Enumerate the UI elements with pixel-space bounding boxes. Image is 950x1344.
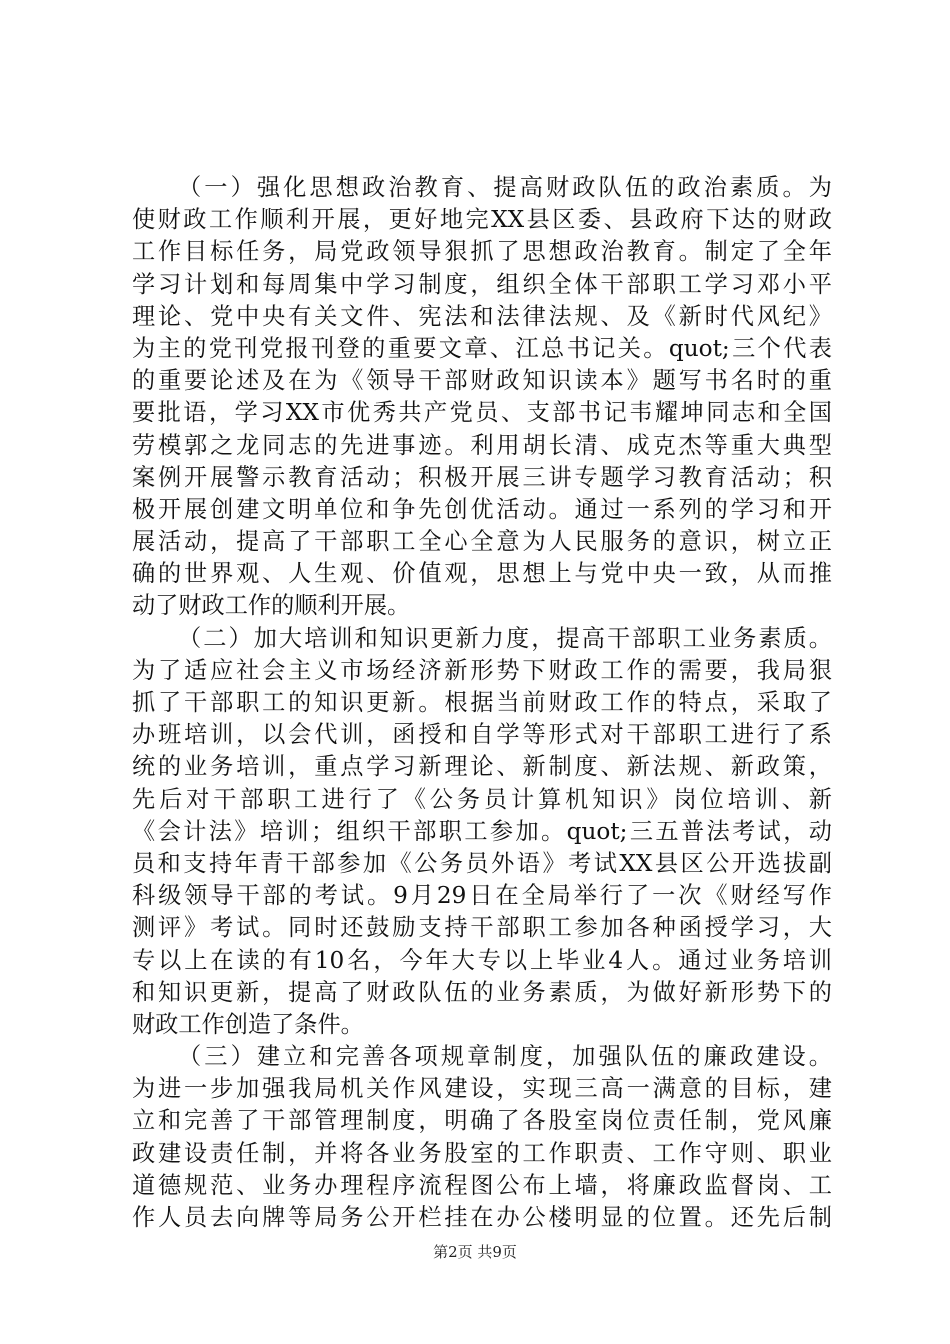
text-line: 专以上在读的有10名，今年大专以上毕业4人。通过业务培训 — [132, 946, 832, 974]
text-line: 劳模郭之龙同志的先进事迹。利用胡长清、成克杰等重大典型 — [132, 431, 832, 459]
text-line: 使财政工作顺利开展，更好地完XX县区委、县政府下达的财政 — [132, 206, 832, 234]
text-line: 展活动，提高了干部职工全心全意为人民服务的意识，树立正 — [132, 528, 832, 556]
text-line: 工作目标任务，局党政领导狠抓了思想政治教育。制定了全年 — [132, 238, 832, 266]
text-line: 办班培训，以会代训，函授和自学等形式对干部职工进行了系 — [132, 721, 832, 749]
text-line: 确的世界观、人生观、价值观，思想上与党中央一致，从而推 — [132, 560, 832, 588]
text-line: 要批语，学习XX市优秀共产党员、支部书记韦耀坤同志和全国 — [132, 399, 832, 427]
text-line: （二）加大培训和知识更新力度，提高干部职工业务素质。 — [178, 624, 832, 652]
text-line: 理论、党中央有关文件、宪法和法律法规、及《新时代风纪》 — [132, 302, 832, 330]
text-line: 财政工作创造了条件。 — [132, 1010, 364, 1038]
text-line: 为主的党刊党报刊登的重要文章、江总书记关。quot;三个代表 — [132, 334, 832, 362]
text-line: 《会计法》培训；组织干部职工参加。quot;三五普法考试，动 — [132, 817, 832, 845]
paragraph-1 — [132, 172, 832, 623]
text-line: 学习计划和每周集中学习制度，组织全体干部职工学习邓小平 — [132, 270, 832, 298]
paragraph-2 — [132, 623, 832, 1041]
text-line: 道德规范、业务办理程序流程图公布上墙，将廉政监督岗、工 — [132, 1171, 832, 1199]
text-line: （三）建立和完善各项规章制度，加强队伍的廉政建设。 — [178, 1043, 832, 1071]
text-line: 统的业务培训，重点学习新理论、新制度、新法规、新政策， — [132, 753, 832, 781]
text-line: 为了适应社会主义市场经济新形势下财政工作的需要，我局狠 — [132, 656, 832, 684]
text-line: 和知识更新，提高了财政队伍的业务素质，为做好新形势下的 — [132, 978, 832, 1006]
text-line: 作人员去向牌等局务公开栏挂在办公楼明显的位置。还先后制 — [132, 1204, 832, 1231]
text-line: 员和支持年青干部参加《公务员外语》考试XX县区公开选拔副 — [132, 849, 832, 877]
text-line: 极开展创建文明单位和争先创优活动。通过一系列的学习和开 — [132, 495, 832, 523]
text-line: 政建设责任制，并将各业务股室的工作职责、工作守则、职业 — [132, 1139, 832, 1167]
text-line: （一）强化思想政治教育、提高财政队伍的政治素质。为 — [178, 174, 832, 201]
text-line: 测评》考试。同时还鼓励支持干部职工参加各种函授学习，大 — [132, 914, 832, 942]
text-line: 科级领导干部的考试。9月29日在全局举行了一次《财经写作 — [132, 882, 832, 910]
text-line: 抓了干部职工的知识更新。根据当前财政工作的特点，采取了 — [132, 689, 832, 716]
paragraph-3 — [132, 1041, 832, 1234]
text-line: 动了财政工作的顺利开展。 — [132, 592, 411, 620]
page-number: 第2页 共9页 — [433, 1243, 517, 1261]
text-line: 为进一步加强我局机关作风建设，实现三高一满意的目标，建 — [132, 1075, 832, 1103]
text-line: 的重要论述及在为《领导干部财政知识读本》题写书名时的重 — [132, 367, 832, 395]
text-line: 立和完善了干部管理制度，明确了各股室岗位责任制，党风廉 — [132, 1107, 832, 1135]
body-text — [132, 172, 832, 1234]
text-line: 案例开展警示教育活动；积极开展三讲专题学习教育活动；积 — [132, 463, 832, 491]
text-line: 先后对干部职工进行了《公务员计算机知识》岗位培训、新 — [132, 785, 832, 813]
